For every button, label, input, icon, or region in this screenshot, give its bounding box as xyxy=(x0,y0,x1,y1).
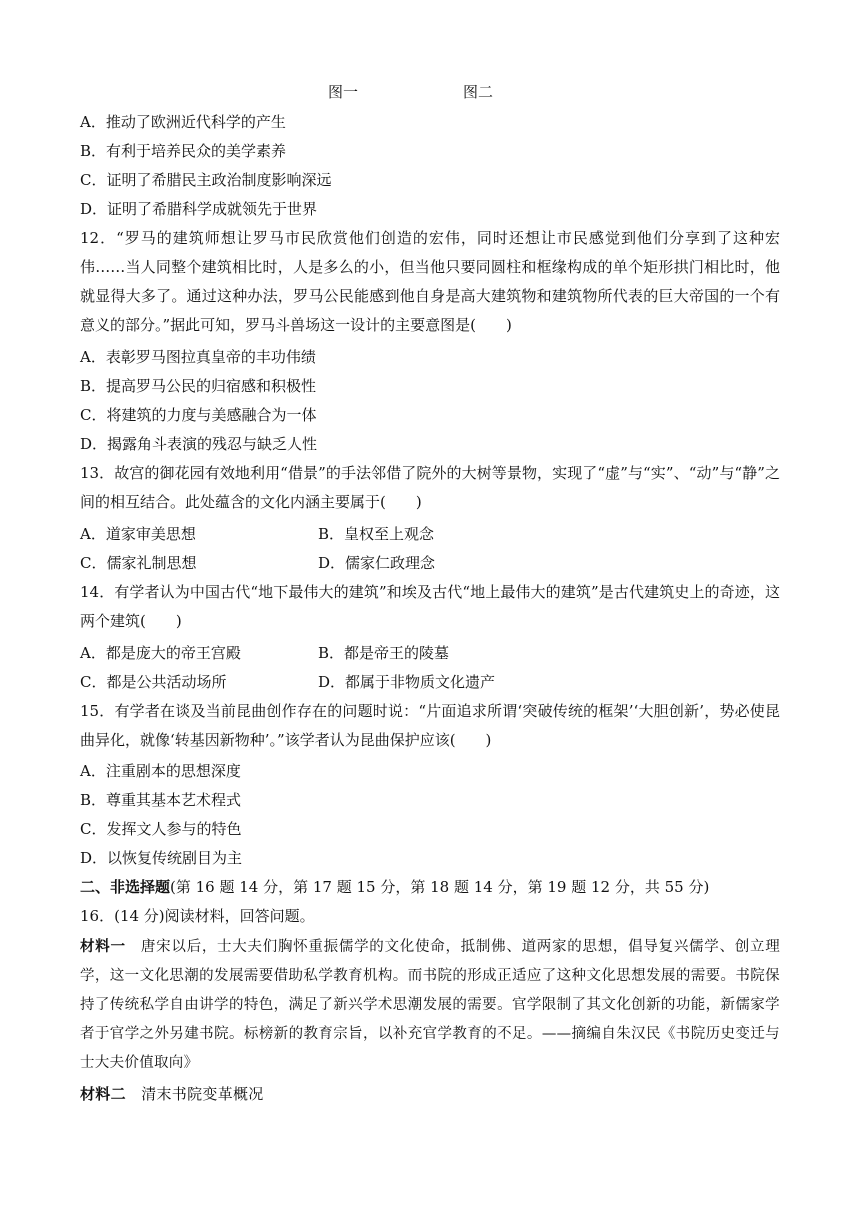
q13-stem: 13．故宫的御花园有效地利用“借景”的手法邻借了院外的大树等景物，实现了“虚”与“实”、“动”与“静”之间的相互结合。此处蕴含的文化内涵主要属于( ) xyxy=(80,464,780,511)
q12-option-b: B．提高罗马公民的归宿感和积极性 xyxy=(80,377,317,395)
q14-option-a: A．都是庞大的帝王宫殿 xyxy=(80,644,241,662)
q12-option-a: A．表彰罗马图拉真皇帝的丰功伟绩 xyxy=(80,348,316,366)
q13-option-c: C．儒家礼制思想 xyxy=(80,554,197,572)
q15-option-c: C．发挥文人参与的特色 xyxy=(80,820,242,838)
q13-option-b: B．皇权至上观念 xyxy=(318,525,435,543)
material-2-label: 材料二 xyxy=(80,1085,126,1103)
q16-material-1 xyxy=(80,932,780,1078)
q11-option-b: B．有利于培养民众的美学素养 xyxy=(80,142,287,160)
q15-option-b: B．尊重其基本艺术程式 xyxy=(80,791,242,809)
q14-option-d: D．都属于非物质文化遗产 xyxy=(318,673,496,691)
q11-option-c: C．证明了希腊民主政治制度影响深远 xyxy=(80,171,332,189)
q14-option-c: C．都是公共活动场所 xyxy=(80,673,227,691)
q12-stem: 12．“罗马的建筑师想让罗马市民欣赏他们创造的宏伟，同时还想让市民感觉到他们分享到了这种宏伟……当人同整个建筑相比时，人是多么的小，但当他只要同圆柱和框缘构成的单个矩形拱门相比时，他就显得大多了。通过这种办法，罗马公民能感到他自身是高大建筑物和建筑物所代表的巨大帝国的一个有意义的部分。”据此可知，罗马斗兽场这一设计的主要意图是( ) xyxy=(80,229,780,334)
q12-option-d: D．揭露角斗表演的残忍与缺乏人性 xyxy=(80,435,318,453)
q13-option-a: A．道家审美思想 xyxy=(80,525,196,543)
material-1-label: 材料一 xyxy=(80,938,126,955)
q14-option-b: B．都是帝王的陵墓 xyxy=(318,644,450,662)
material-2-text: 清末书院变革概况 xyxy=(125,1085,264,1103)
q11-option-d: D．证明了希腊科学成就领先于世界 xyxy=(80,200,318,218)
q13-option-d: D．儒家仁政理念 xyxy=(318,554,436,572)
q15-option-d: D．以恢复传统剧目为主 xyxy=(80,849,243,867)
material-1-text: 唐宋以后，士大夫们胸怀重振儒学的文化使命，抵制佛、道两家的思想，倡导复兴儒学、创立理学，这一文化思潮的发展需要借助私学教育机构。而书院的形成正适应了这种文化思想发展的需要。书院保持了传统私学自由讲学的特色，满足了新兴学术思潮发展的需要。官学限制了其文化创新的功能，新儒家学者于官学之外另建书院。标榜新的教育宗旨，以补充官学教育的不足。——摘编自朱汉民《书院历史变迁与士大夫价值取向》 xyxy=(80,939,780,1071)
q15-option-a: A．注重剧本的思想深度 xyxy=(80,762,241,780)
q12-option-c: C．将建筑的力度与美感融合为一体 xyxy=(80,406,317,424)
q11-option-a: A．推动了欧洲近代科学的产生 xyxy=(80,113,286,131)
section-2-detail: (第 16 题 14 分，第 17 题 15 分，第 18 题 14 分，第 19 题 12 分，共 55 分) xyxy=(170,878,710,896)
q16-stem: 16．(14 分)阅读材料，回答问题。 xyxy=(80,907,315,925)
q16-material-2 xyxy=(80,1084,264,1104)
q15-stem: 15．有学者在谈及当前昆曲创作存在的问题时说：“片面追求所谓‘突破传统的框架’‘大胆创新’，势必使昆曲异化，就像‘转基因新物种’。”该学者认为昆曲保护应该( ) xyxy=(80,702,780,749)
section-2-heading xyxy=(80,877,709,897)
figure-2-caption: 图二 xyxy=(463,83,494,101)
figure-1-caption: 图一 xyxy=(328,83,359,101)
section-2-title: 二、非选择题 xyxy=(80,878,171,896)
q14-stem: 14．有学者认为中国古代“地下最伟大的建筑”和埃及古代“地上最伟大的建筑”是古代建筑史上的奇迹，这两个建筑( ) xyxy=(80,583,780,630)
